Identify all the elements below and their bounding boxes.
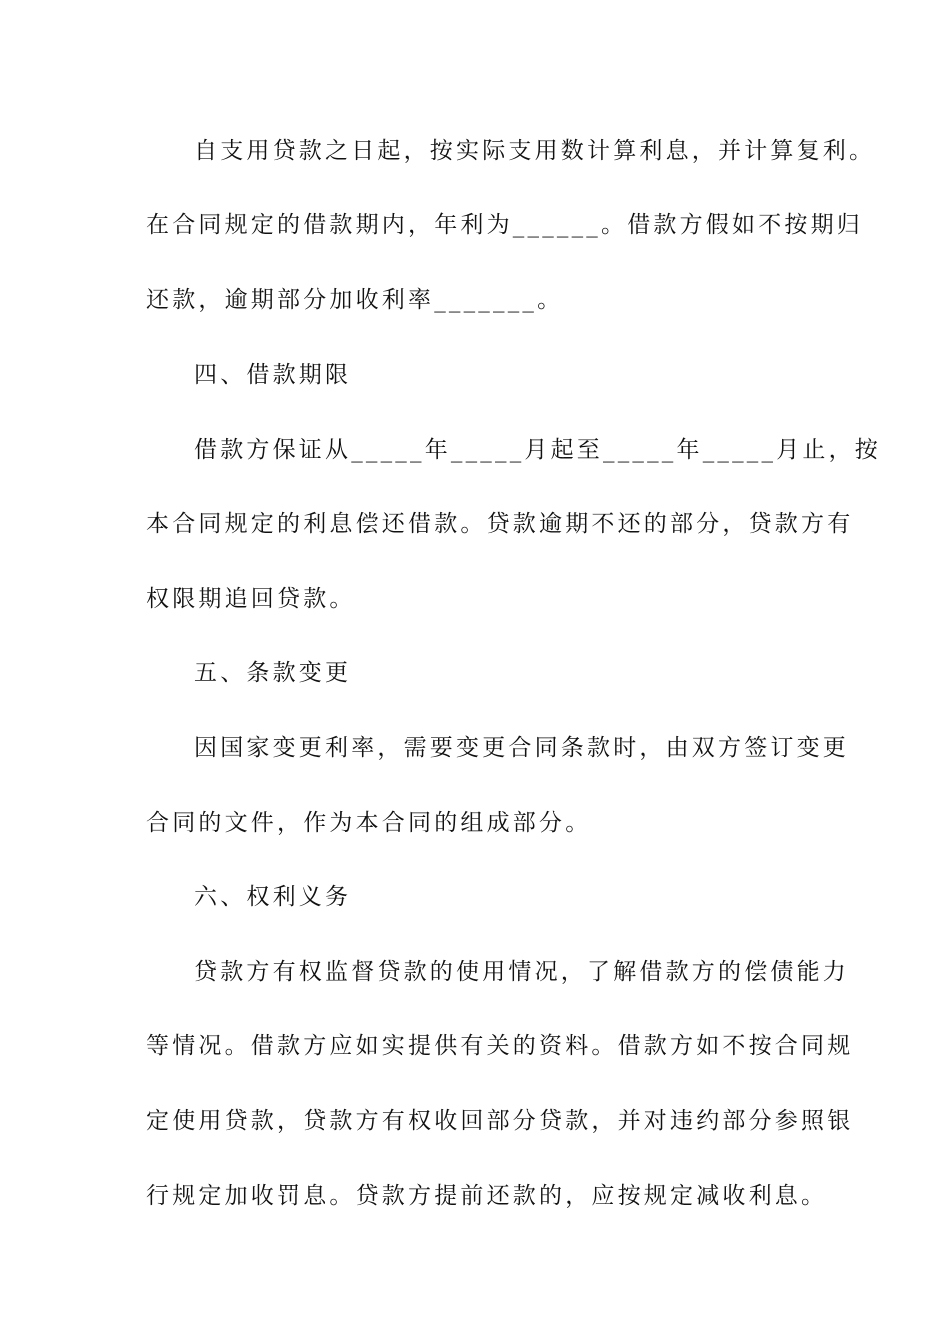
section-heading: 六、权利义务 — [194, 884, 352, 910]
paragraph-line: 合同的文件，作为本合同的组成部分。 — [146, 810, 592, 836]
paragraph-line: 因国家变更利率，需要变更合同条款时，由双方签订变更 — [194, 735, 849, 761]
paragraph-line: 借款方保证从_____年_____月起至_____年_____月止，按 — [194, 437, 881, 463]
paragraph-line: 定使用贷款，贷款方有权收回部分贷款，并对违约部分参照银 — [146, 1108, 854, 1134]
paragraph-line: 本合同规定的利息偿还借款。贷款逾期不还的部分，贷款方有 — [146, 511, 854, 537]
section-heading: 四、借款期限 — [194, 362, 352, 388]
paragraph-line: 权限期追回贷款。 — [146, 586, 356, 612]
paragraph-line: 等情况。借款方应如实提供有关的资料。借款方如不按合同规 — [146, 1033, 854, 1059]
paragraph-line: 在合同规定的借款期内，年利为______。借款方假如不按期归 — [146, 212, 863, 238]
paragraph-line: 自支用贷款之日起，按实际支用数计算利息，并计算复利。 — [194, 138, 876, 164]
paragraph-line: 行规定加收罚息。贷款方提前还款的，应按规定减收利息。 — [146, 1183, 828, 1209]
paragraph-line: 贷款方有权监督贷款的使用情况，了解借款方的偿债能力 — [194, 959, 849, 985]
section-heading: 五、条款变更 — [194, 660, 352, 686]
paragraph-line: 还款，逾期部分加收利率_______。 — [146, 287, 564, 313]
